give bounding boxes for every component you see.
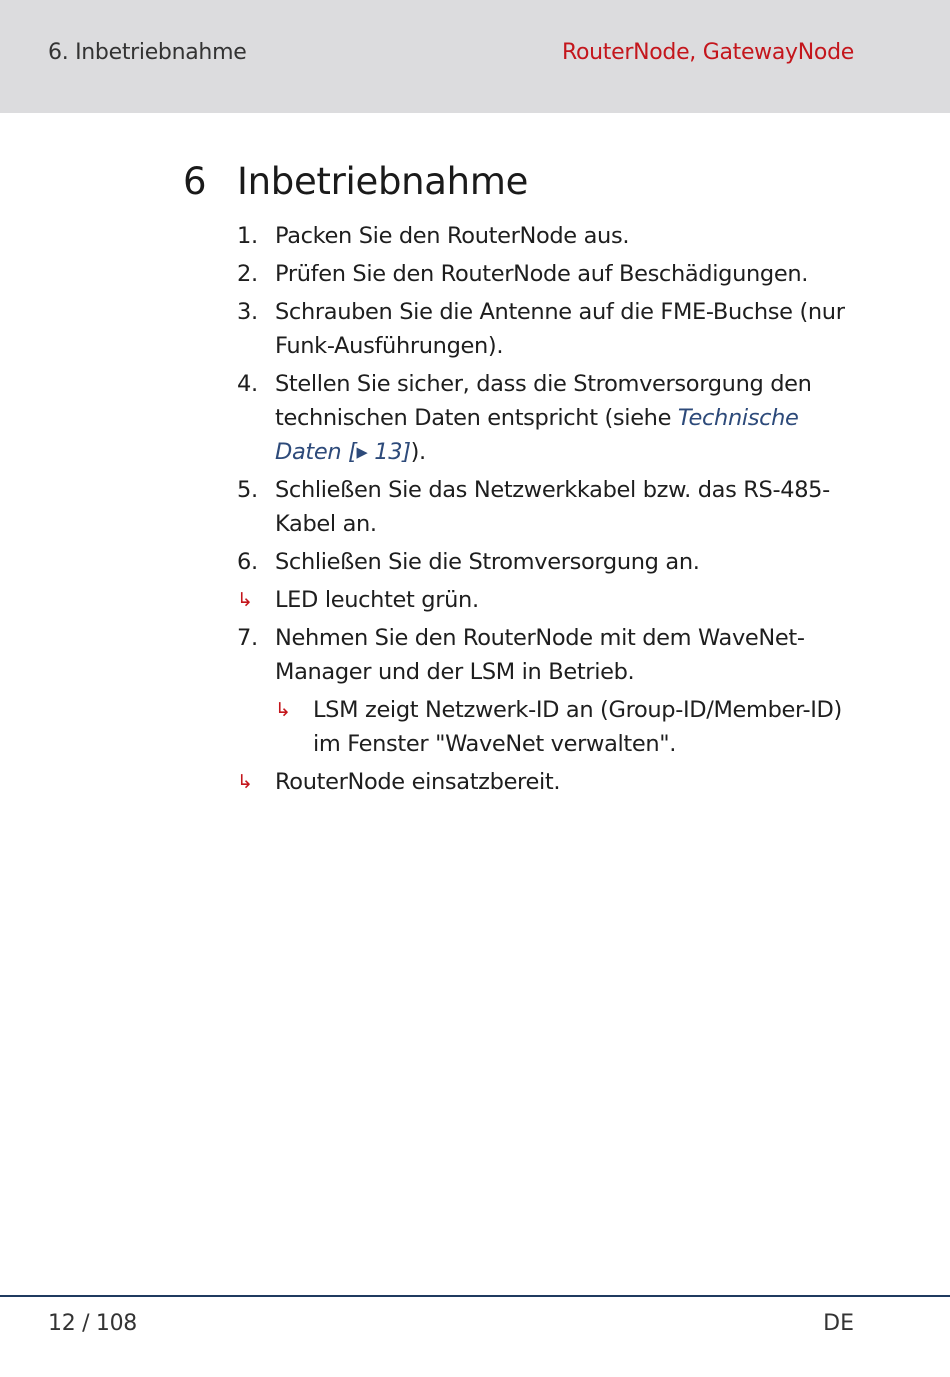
step-text: Schließen Sie die Stromversorgung an.: [275, 549, 700, 575]
step-number: 3.: [237, 299, 258, 325]
final-result-text: RouterNode einsatzbereit.: [275, 769, 561, 795]
final-result: [237, 765, 857, 799]
step-result: [275, 693, 857, 761]
result-arrow-icon: ↳: [275, 699, 291, 721]
page-number: 12 / 108: [48, 1311, 137, 1336]
list-item: [237, 219, 857, 253]
step-text: Packen Sie den RouterNode aus.: [275, 223, 630, 249]
chapter-title: Inbetriebnahme: [237, 160, 529, 203]
header-section-title: 6. Inbetriebnahme: [48, 40, 247, 65]
step-text: Schrauben Sie die Antenne auf die FME-Buchse (nur Funk-Ausführungen).: [275, 299, 845, 359]
list-item: [237, 473, 857, 541]
step-number: 4.: [237, 371, 258, 397]
footer-divider: [0, 1295, 950, 1297]
step-number: 7.: [237, 625, 258, 651]
technical-data-link[interactable]: Technische Daten [▸ 13]: [275, 405, 799, 465]
header-product-name: RouterNode, GatewayNode: [561, 40, 854, 65]
result-text: LSM zeigt Netzwerk-ID an (Group-ID/Member-ID) im Fenster "WaveNet verwalten".: [313, 697, 842, 757]
result-arrow-icon: ↳: [237, 589, 253, 611]
step-text: Prüfen Sie den RouterNode auf Beschädigungen.: [275, 261, 809, 287]
list-item: [237, 295, 857, 363]
step-number: 5.: [237, 477, 258, 503]
step-text: Stellen Sie sicher, dass die Stromversorgung den technischen Daten entspricht (siehe: [275, 371, 812, 431]
result-arrow-icon: ↳: [237, 771, 253, 793]
list-item: [237, 545, 857, 579]
step-text-end: ).: [410, 439, 426, 465]
step-text: Nehmen Sie den RouterNode mit dem WaveNet-Manager und der LSM in Betrieb.: [275, 625, 805, 685]
list-item: [237, 257, 857, 291]
step-number: 1.: [237, 223, 258, 249]
language-code: DE: [823, 1311, 854, 1336]
list-item: [237, 621, 857, 689]
instruction-list: [237, 219, 857, 803]
result-text: LED leuchtet grün.: [275, 587, 479, 613]
step-result: [237, 583, 857, 617]
page-header: [0, 0, 950, 113]
step-number: 6.: [237, 549, 258, 575]
step-text: Schließen Sie das Netzwerkkabel bzw. das RS-485-Kabel an.: [275, 477, 830, 537]
list-item: [237, 367, 857, 469]
chapter-number: 6: [183, 160, 207, 203]
step-number: 2.: [237, 261, 258, 287]
